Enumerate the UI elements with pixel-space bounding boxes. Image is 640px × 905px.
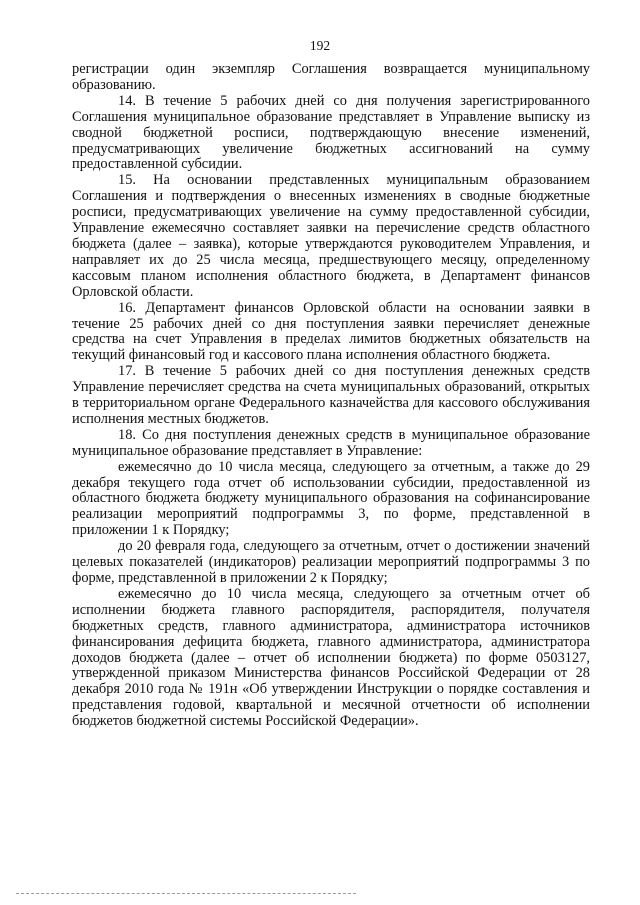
paragraph-18-item-3: ежемесячно до 10 числа месяца, следующего за отчетным отчет об исполнении бюджета главного распорядителя, распорядителя, получателя бюджетных средств, главного администратора, администратора источников финансирования дефицита бюджета, главного администратора, администратора доходов бюджета (далее – отчет об исполнении бюджета) по форме 0503127, утвержденной приказом Министерства финансов Российской Федерации от 28 декабря 2010 года № 191н «Об утверждении Инструкции о порядке составления и представления годовой, квартальной и месячной отчетности об исполнении бюджетов бюджетной системы Российской Федерации».	[72, 585, 590, 730]
paragraph-continuation: регистрации один экземпляр Соглашения возвращается муниципальному образованию.	[72, 61, 590, 93]
paragraph-18-item-1: ежемесячно до 10 числа месяца, следующего за отчетным, а также до 29 декабря текущего года отчет об использовании субсидии, предоставленной из областного бюджета бюджету муниципального образования на софинансирование реализации мероприятий подпрограммы 3, по форме, представленной в приложении 1 к Порядку;	[72, 458, 590, 539]
paragraph-18-item-2: до 20 февраля года, следующего за отчетным, отчет о достижении значений целевых показателей (индикаторов) реализации мероприятий подпрограммы 3 по форме, представленной в приложении 2 к Порядку;	[72, 538, 590, 586]
footer-divider	[16, 893, 356, 894]
paragraph-14: 14. В течение 5 рабочих дней со дня получения зарегистрированного Соглашения муниципальное образование представляет в Управление выписку из сводной бюджетной росписи, подтверждающую внесение изменений, предусматривающих увеличение бюджетных ассигнований на сумму предоставленной субсидии.	[72, 92, 590, 173]
paragraph-16: 16. Департамент финансов Орловской области на основании заявки в течение 25 рабочих дней со дня поступления заявки перечисляет денежные средства на счет Управления в пределах лимитов бюджетных обязательств на текущий финансовый год и кассового плана исполнения областного бюджета.	[72, 299, 590, 364]
paragraph-17: 17. В течение 5 рабочих дней со дня поступления денежных средств Управление перечисляет средства на счета муниципальных образований, открытых в территориальном органе Федерального казначейства для кассового обслуживания исполнения местных бюджетов.	[72, 363, 590, 427]
paragraph-15: 15. На основании представленных муниципальным образованием Соглашения и подтверждения о внесенных изменениях в сводные бюджетные росписи, предусматривающих увеличение на сумму предоставленной субсидии, Управление ежемесячно составляет заявки на перечисление средств областного бюджета (далее – заявка), которые утверждаются руководителем Управления, и направляет их до 25 числа месяца, предшествующего месяцу, определенному кассовым планом исполнения областного бюджета, в Департамент финансов Орловской области.	[72, 172, 590, 300]
page-number: 192	[309, 38, 331, 53]
document-body	[72, 62, 590, 730]
paragraph-18: 18. Со дня поступления денежных средств в муниципальное образование муниципальное образование представляет в Управление:	[72, 426, 590, 459]
